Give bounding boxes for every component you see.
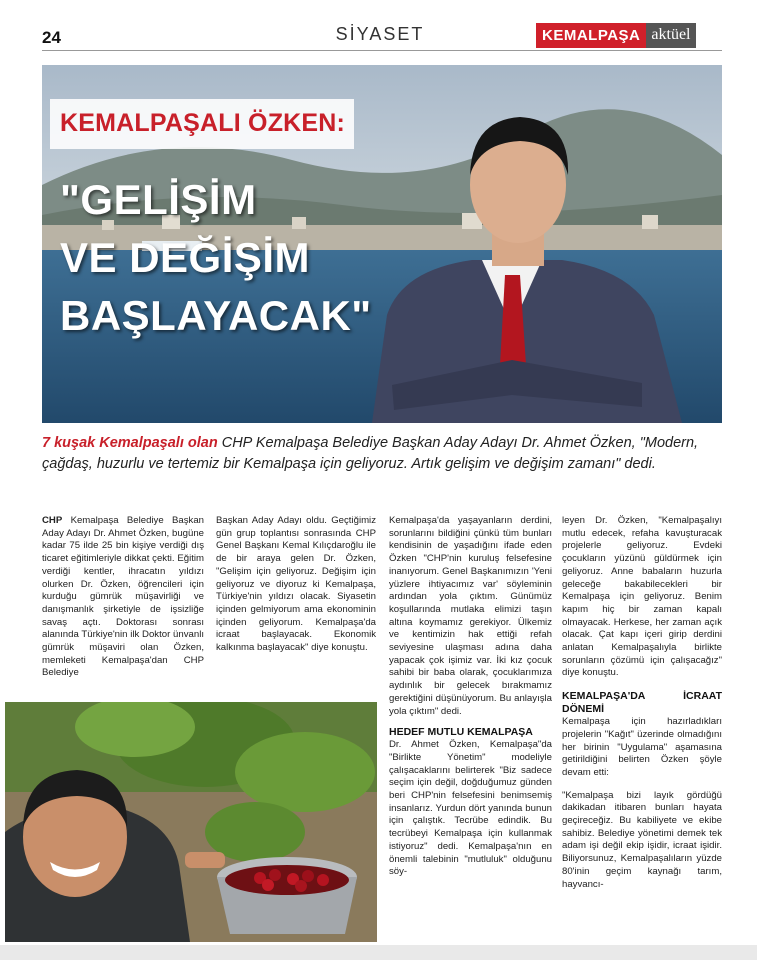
column-text: Kemalpaşa'da yaşayanların derdini, sorunlarını bildiğini çünkü tüm bunları kendisinin de yaşadığını ifade eden Özken "CHP'nin kuruluş felsefesine inanıyorum. Genel Başkanımızın 'Yeni yüzlere ihtiyacımız var' söyleminin ardından yola çıktım. Günümüz koşullarında mutlaka elimizi taşın altına koymamız gerekiyor. Ülkemiz ve kentimizin hak ettiği refah seviyesine ulaşması adına daha yapacak çok işimiz var. İki kız çocuk sahibi bir baba olarak, çocuklarımıza aydınlık bir gelecek bırakmamız gerektiğini düşünüyorum. Bu anlayışla yola çıktım" dedi. [389,515,552,717]
article-column-1 [42,515,204,680]
brand-name: KEMALPAŞA [536,23,646,48]
column-text-2: Dr. Ahmet Özken, Kemalpaşa"da "Birlikte Yönetim" modeliyle çalışacaklarını belirterek "Biz sadece seçim için değil, doğduğumuz günden beri CHP'nin felsefesini benimsemiş insanlarız. Yurdun dört yanında bunun için çalıştık. Tecrübe edindik. Bu tecrübeyi Kemalpaşa için kullanmak istiyoruz" dedi. Kemalpaşa'nın en önemli talebinin "mutluluk" olduğunu söy- [389,739,552,878]
lead-text: CHP Kemalpaşa Belediye Başkan Aday Adayı Dr. Ahmet Özken, "Modern, çağdaş, huzurlu ve tertemiz bir Kemalpaşa için geliyoruz. Artık gelişim ve değişim zamanı" dedi. [42,435,699,472]
headline [60,171,420,345]
headline-line: VE DEĞİŞİM [60,234,311,281]
article-column-3 [389,515,552,879]
column-text: Başkan Aday Adayı oldu. Geçtiğimiz gün grup toplantısı sonrasında CHP Genel Başkanı Kemal Kılıçdaroğlu ile de bir araya gelen Dr. Özken, "Gelişim için geliyoruz. Değişim için geliyoruz ve diyoruz ki Kemalpaşa, Türkiye'nin yıldızı olacak. Siyasetin içinden gelmiyorum ama ekonominin içinden geliyorum. Kemalpaşa'da icraat başlayacak. Ekonomik kalkınma başlayacak" diye konuştu. [216,515,376,654]
lead-word: CHP [42,515,63,526]
cherry-photo-illustration [5,702,377,942]
header-divider [42,50,722,51]
column-text: Kemalpaşa Belediye Başkan Aday Adayı Dr. Ahmet Özken, bugüne kadar 75 ilde 25 bin kişiye verdiği dış ticaret eğitimleriyle dikkat çekti. Eğitim verdiği kentler, ihracatın yıldızı olurken Dr. Özken, öğrencileri için kurduğu gümrük müşavirliği ve danışmanlık şirketiyle de işsizliğe savaş açtı. Doktorası sonrası alanında Türkiye'nin ilk Doktor ünvanlı gümrük müşaviri olan Özken, memleketi Kemalpaşa'dan CHP Belediye [42,515,204,679]
section-title: SİYASET [335,24,425,44]
article-column-2 [216,515,376,655]
cherry-photo [5,702,377,942]
hero-photo [42,65,722,423]
subheading-hedef: HEDEF MUTLU KEMALPAŞA [389,726,533,739]
subheading-icraat: KEMALPAŞA'DA İCRAAT DÖNEMİ [562,690,722,716]
page-number: 24 [42,28,61,47]
article-column-4 [562,515,722,891]
column-text: leyen Dr. Özken, "Kemalpaşalıyı mutlu edecek, refaha kavuşturacak projelerle geliyoruz. Evdeki çocukların yüzünü güldürmek için geliyoruz. Anne babaların huzurla geleceğe bakabilecekleri bir Kemalpaşa için geliyoruz. Benim kapım hiç bir zaman kapalı olmayacak. Herkese, her zaman açık olacak. Çat kapı içeri girip derdini anlatan Kemalpaşalıyla birlikte sorunların çözümü için çalışacağız" diye konuştu. [562,515,722,679]
lead-highlight: 7 kuşak Kemalpaşalı olan [42,435,218,451]
column-text-2: Kemalpaşa için hazırladıkları projelerin "Kağıt" üzerinde olmadığını her birinin "Uygulama" aşamasına getirildiğini belirten Özken şöyle devam etti: [562,716,722,778]
headline-line: BAŞLAYACAK" [60,292,372,339]
brand-subtitle: aktüel [646,23,696,48]
headline-line: "GELİŞİM [60,176,257,223]
column-text-3: "Kemalpaşa bizi layık gördüğü dakikadan itibaren bunları hayata geçireceğiz. Bu kabiliyete ve ekibe sahibiz. Belediye yönetimi demek tek adam işi değil ekip işidir, icraat işidir. Biliyorsunuz, Kemalpaşalıların yüzde 80'inin geçim kaynağı tarım, hayvancı- [562,789,722,890]
publication-logo [536,23,696,48]
page-footer-strip [0,945,757,960]
headline-kicker: KEMALPAŞALI ÖZKEN: [60,109,346,137]
lead-paragraph [42,433,722,475]
